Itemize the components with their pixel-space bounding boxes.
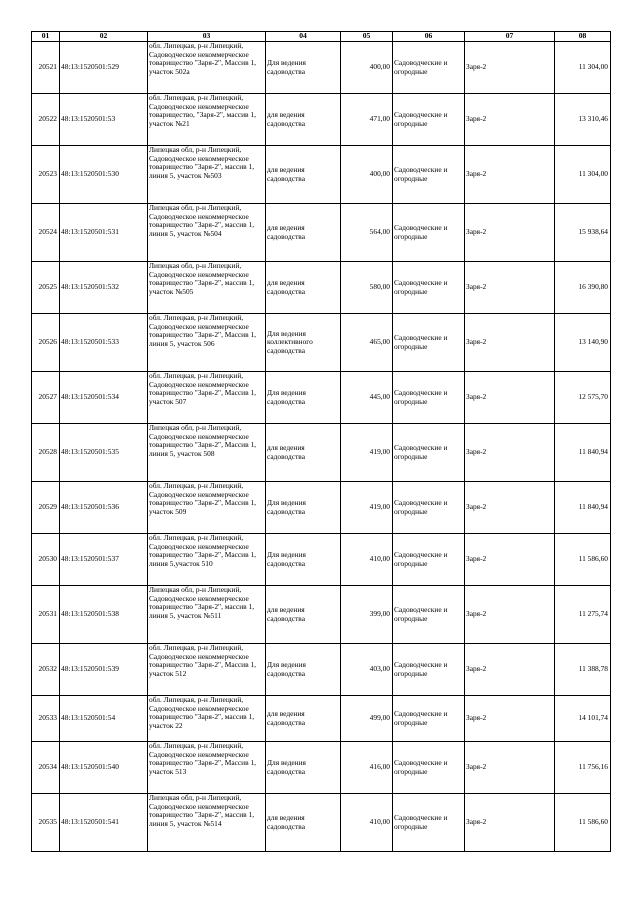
address-cell: обл. Липецкая, р-н Липецкий, Садоводческое некоммерческое товарищество "Заря-2", Массив 1, участок 507 [148,372,266,424]
permitted-use-cell: Для ведения коллективного садоводства [266,314,341,372]
area-cell: 403,00 [341,644,393,696]
row-id-cell: 20533 [32,696,60,742]
row-id-cell: 20522 [32,94,60,146]
address-cell: обл. Липецкая, р-н Липецкий, Садоводческое некоммерческое товарищество "Заря-2", Массив 1, линия 5, участок 506 [148,314,266,372]
category-cell: Садоводческие и огородные [393,314,465,372]
row-id-cell: 20525 [32,262,60,314]
area-cell: 499,00 [341,696,393,742]
cadastral-value-cell: 14 101,74 [555,696,611,742]
row-id-cell: 20528 [32,424,60,482]
area-cell: 580,00 [341,262,393,314]
partnership-name-cell: Заря-2 [465,482,555,534]
table-row [32,696,611,742]
partnership-name-cell: Заря-2 [465,794,555,852]
cadastral-value-cell: 11 840,94 [555,424,611,482]
cadastral-number-cell: 48:13:1520501:534 [60,372,148,424]
row-id-cell: 20527 [32,372,60,424]
category-cell: Садоводческие и огородные [393,742,465,794]
partnership-name-cell: Заря-2 [465,372,555,424]
address-cell: обл. Липецкая, р-н Липецкий, Садоводческое некоммерческое товарищество "Заря-2", массив 1, участок 22 [148,696,266,742]
column-header-04: 04 [266,32,341,42]
address-cell: Липецкая обл, р-н Липецкий, Садоводческое некоммерческое товарищество "Заря-2", массив 1, участок №505 [148,262,266,314]
address-cell: обл. Липецкая, р-н Липецкий, Садоводческое некоммерческое товарищество "Заря-2", Массив 1, участок 513 [148,742,266,794]
cadastral-number-cell: 48:13:1520501:540 [60,742,148,794]
row-id-cell: 20524 [32,204,60,262]
column-header-08: 08 [555,32,611,42]
cadastral-value-cell: 12 575,70 [555,372,611,424]
cadastral-number-cell: 48:13:1520501:537 [60,534,148,586]
category-cell: Садоводческие и огородные [393,262,465,314]
permitted-use-cell: для ведения садоводства [266,146,341,204]
category-cell: Садоводческие и огородные [393,146,465,204]
cadastral-value-cell: 11 756,16 [555,742,611,794]
permitted-use-cell: для ведения садоводства [266,204,341,262]
cadastral-number-cell: 48:13:1520501:541 [60,794,148,852]
category-cell: Садоводческие и огородные [393,696,465,742]
area-cell: 399,00 [341,586,393,644]
cadastral-value-cell: 15 938,64 [555,204,611,262]
column-header-06: 06 [393,32,465,42]
address-cell: Липецкая обл, р-н Липецкий, Садоводческое некоммерческое товарищество "Заря-2", массив 1, линия 5, участок №504 [148,204,266,262]
partnership-name-cell: Заря-2 [465,696,555,742]
partnership-name-cell: Заря-2 [465,534,555,586]
cadastral-value-cell: 11 388,78 [555,644,611,696]
partnership-name-cell: Заря-2 [465,42,555,94]
row-id-cell: 20526 [32,314,60,372]
cadastral-value-cell: 11 304,00 [555,42,611,94]
permitted-use-cell: Для ведения садоводства [266,644,341,696]
category-cell: Садоводческие и огородные [393,794,465,852]
column-header-02: 02 [60,32,148,42]
table-row [32,204,611,262]
category-cell: Садоводческие и огородные [393,424,465,482]
table-row [32,424,611,482]
permitted-use-cell: для ведения садоводства [266,696,341,742]
partnership-name-cell: Заря-2 [465,586,555,644]
cadastral-value-cell: 11 840,94 [555,482,611,534]
area-cell: 564,00 [341,204,393,262]
permitted-use-cell: Для ведения садоводства [266,482,341,534]
address-cell: Липецкая обл, р-н Липецкий, Садоводческое некоммерческое товарищество "Заря-2", массив 1, линия 5, участок №511 [148,586,266,644]
area-cell: 471,00 [341,94,393,146]
area-cell: 416,00 [341,742,393,794]
row-id-cell: 20531 [32,586,60,644]
category-cell: Садоводческие и огородные [393,42,465,94]
permitted-use-cell: Для ведения садоводства [266,42,341,94]
cadastral-number-cell: 48:13:1520501:533 [60,314,148,372]
address-cell: Липецкая обл, р-н Липецкий, Садоводческое некоммерческое товарищество "Заря-2", массив 1, линия 5, участок №503 [148,146,266,204]
cadastral-number-cell: 48:13:1520501:535 [60,424,148,482]
cadastral-number-cell: 48:13:1520501:536 [60,482,148,534]
column-header-05: 05 [341,32,393,42]
address-cell: Липецкая обл, р-н Липецкий, Садоводческое некоммерческое товарищество "Заря-2", массив 1, линия 5, участок №514 [148,794,266,852]
table-row [32,146,611,204]
land-plots-table [31,31,611,852]
address-cell: обл. Липецкая, р-н Липецкий, Садоводческое некоммерческое товарищество, "Заря-2", массив 1, участок №21 [148,94,266,146]
cadastral-value-cell: 13 140,90 [555,314,611,372]
cadastral-number-cell: 48:13:1520501:539 [60,644,148,696]
cadastral-value-cell: 16 390,80 [555,262,611,314]
category-cell: Садоводческие и огородные [393,94,465,146]
category-cell: Садоводческие и огородные [393,204,465,262]
cadastral-number-cell: 48:13:1520501:532 [60,262,148,314]
row-id-cell: 20530 [32,534,60,586]
cadastral-value-cell: 11 304,00 [555,146,611,204]
address-cell: обл. Липецкая, р-н Липецкий, Садоводческое некоммерческое товарищество "Заря-2", Массив 1, участок 509 [148,482,266,534]
area-cell: 410,00 [341,794,393,852]
category-cell: Садоводческие и огородные [393,644,465,696]
row-id-cell: 20535 [32,794,60,852]
permitted-use-cell: для ведения садоводства [266,586,341,644]
address-cell: обл. Липецкая, р-н Липецкий, Садоводческое некоммерческое товарищество "Заря-2", Массив 1, линия 5,участок 510 [148,534,266,586]
area-cell: 400,00 [341,146,393,204]
column-header-03: 03 [148,32,266,42]
partnership-name-cell: Заря-2 [465,424,555,482]
cadastral-number-cell: 48:13:1520501:531 [60,204,148,262]
permitted-use-cell: для ведения садоводства [266,262,341,314]
table-row [32,742,611,794]
table-row [32,42,611,94]
category-cell: Садоводческие и огородные [393,534,465,586]
area-cell: 445,00 [341,372,393,424]
row-id-cell: 20532 [32,644,60,696]
permitted-use-cell: для ведения садоводства [266,94,341,146]
table-row [32,262,611,314]
cadastral-value-cell: 11 586,60 [555,794,611,852]
column-header-07: 07 [465,32,555,42]
partnership-name-cell: Заря-2 [465,94,555,146]
cadastral-number-cell: 48:13:1520501:53 [60,94,148,146]
table-row [32,94,611,146]
cadastral-number-cell: 48:13:1520501:538 [60,586,148,644]
partnership-name-cell: Заря-2 [465,742,555,794]
row-id-cell: 20534 [32,742,60,794]
area-cell: 419,00 [341,482,393,534]
cadastral-number-cell: 48:13:1520501:54 [60,696,148,742]
area-cell: 465,00 [341,314,393,372]
area-cell: 410,00 [341,534,393,586]
permitted-use-cell: Для ведения садоводства [266,372,341,424]
category-cell: Садоводческие и огородные [393,372,465,424]
cadastral-value-cell: 13 310,46 [555,94,611,146]
table-row [32,586,611,644]
table-row [32,372,611,424]
address-cell: Липецкая обл, р-н Липецкий, Садоводческое некоммерческое товарищество "Заря-2", Массив 1, линия 5, участок 508 [148,424,266,482]
column-header-01: 01 [32,32,60,42]
permitted-use-cell: Для ведения садоводства [266,534,341,586]
table-row [32,534,611,586]
row-id-cell: 20529 [32,482,60,534]
partnership-name-cell: Заря-2 [465,204,555,262]
table-row [32,644,611,696]
area-cell: 419,00 [341,424,393,482]
table-row [32,482,611,534]
partnership-name-cell: Заря-2 [465,262,555,314]
cadastral-number-cell: 48:13:1520501:530 [60,146,148,204]
partnership-name-cell: Заря-2 [465,314,555,372]
category-cell: Садоводческие и огородные [393,586,465,644]
row-id-cell: 20521 [32,42,60,94]
partnership-name-cell: Заря-2 [465,644,555,696]
address-cell: обл. Липецкая, р-н Липецкий, Садоводческое некоммерческое товарищество "Заря-2", Массив 1, участок 512 [148,644,266,696]
cadastral-value-cell: 11 586,60 [555,534,611,586]
table-row [32,794,611,852]
area-cell: 400,00 [341,42,393,94]
cadastral-number-cell: 48:13:1520501:529 [60,42,148,94]
address-cell: обл. Липецкая, р-н Липецкий, Садоводческое некоммерческое товарищество "Заря-2", Массив 1, участок 502а [148,42,266,94]
table-row [32,314,611,372]
cadastral-value-cell: 11 275,74 [555,586,611,644]
permitted-use-cell: Для ведения садоводства [266,742,341,794]
permitted-use-cell: для ведения садоводства [266,424,341,482]
category-cell: Садоводческие и огородные [393,482,465,534]
permitted-use-cell: для ведения садоводства [266,794,341,852]
row-id-cell: 20523 [32,146,60,204]
header-row [32,32,611,42]
partnership-name-cell: Заря-2 [465,146,555,204]
